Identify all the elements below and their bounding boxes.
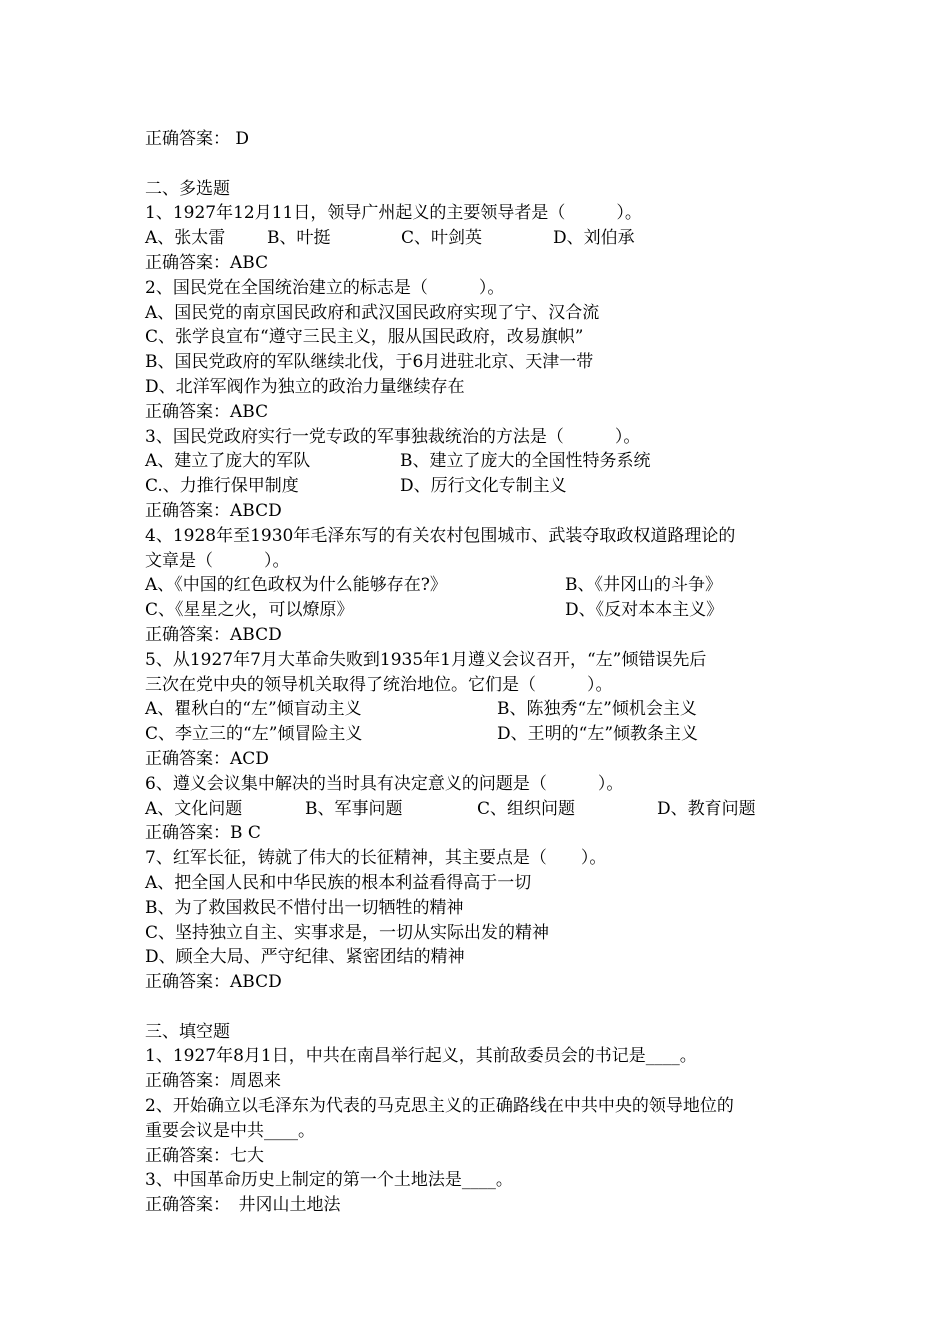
option: D、北洋军阀作为独立的政治力量继续存在 — [145, 376, 465, 397]
answer-line: 正确答案：周恩来 — [145, 1071, 281, 1092]
answer-line: 正确答案：七大 — [145, 1145, 264, 1166]
question-stem: 3、国民党政府实行一党专政的军事独裁统治的方法是（ ）。 — [145, 426, 641, 447]
option: C、叶剑英 — [401, 228, 483, 249]
spacer — [145, 995, 825, 1020]
answer-line: 正确答案：ABC — [145, 401, 269, 422]
document-page — [145, 127, 825, 1218]
question-stem: 7、红军长征，铸就了伟大的长征精神，其主要点是（ ）。 — [145, 848, 607, 869]
question-stem: 2、开始确立以毛泽东为代表的马克思主义的正确路线在中共中央的领导地位的 — [145, 1096, 734, 1117]
option: A、把全国人民和中华民族的根本利益看得高于一切 — [145, 872, 532, 893]
answer-line: 正确答案：ABCD — [145, 972, 282, 993]
question-stem: 5、从1927年7月大革命失败到1935年1月遵义会议召开，“左”倾错误先后 — [145, 649, 707, 670]
options-row — [145, 226, 825, 251]
option: A、国民党的南京国民政府和武汉国民政府实现了宁、汉合流 — [145, 302, 600, 323]
answer-line: 正确答案：ABCD — [145, 624, 282, 645]
question-stem: 2、国民党在全国统治建立的标志是（ ）。 — [145, 277, 505, 298]
option: D、刘伯承 — [553, 228, 635, 249]
option: C、李立三的“左”倾冒险主义 — [145, 724, 363, 745]
option: C.、力推行保甲制度 — [145, 476, 299, 497]
section-heading: 二、多选题 — [145, 178, 230, 199]
option: C、张学良宣布“遵守三民主义，服从国民政府，改易旗帜” — [145, 327, 584, 348]
option: C、《星星之火，可以燎原》 — [145, 600, 354, 621]
option: B、军事问题 — [305, 798, 403, 819]
option: D、王明的“左”倾教条主义 — [497, 724, 699, 745]
option: B、叶挺 — [267, 228, 331, 249]
options-row — [145, 449, 825, 474]
option: B、《井冈山的斗争》 — [565, 575, 722, 596]
question-stem: 6、遵义会议集中解决的当时具有决定意义的问题是（ ）。 — [145, 773, 624, 794]
option: A、建立了庞大的军队 — [145, 451, 311, 472]
options-row — [145, 598, 825, 623]
options-row — [145, 573, 825, 598]
options-row — [145, 697, 825, 722]
answer-line: 正确答案：ACD — [145, 748, 269, 769]
option: A、瞿秋白的“左”倾盲动主义 — [145, 699, 362, 720]
answer-line: 正确答案：ABC — [145, 252, 269, 273]
question-stem-continued: 重要会议是中共____。 — [145, 1120, 315, 1141]
answer-line: 正确答案：ABCD — [145, 500, 282, 521]
answer-line: 正确答案： D — [145, 129, 250, 149]
option: D、厉行文化专制主义 — [400, 476, 567, 497]
option: B、为了救国救民不惜付出一切牺牲的精神 — [145, 897, 464, 918]
question-stem: 1、1927年12月11日，领导广州起义的主要领导者是（ ）。 — [145, 203, 642, 224]
question-stem: 3、中国革命历史上制定的第一个土地法是____。 — [145, 1170, 513, 1191]
spacer — [145, 152, 825, 177]
question-stem: 4、1928年至1930年毛泽东写的有关农村包围城市、武装夺取政权道路理论的 — [145, 525, 736, 546]
option: B、陈独秀“左”倾机会主义 — [497, 699, 697, 720]
option: A、文化问题 — [145, 798, 243, 819]
options-row — [145, 474, 825, 499]
section-heading: 三、填空题 — [145, 1021, 230, 1042]
option: D、《反对本本主义》 — [565, 600, 724, 621]
option: A、《中国的红色政权为什么能够存在?》 — [145, 575, 447, 596]
option: C、坚持独立自主、实事求是，一切从实际出发的精神 — [145, 922, 550, 943]
option: B、国民党政府的军队继续北伐，于6月进驻北京、天津一带 — [145, 352, 594, 373]
option: A、张太雷 — [145, 228, 226, 249]
question-stem: 1、1927年8月1日，中共在南昌举行起义，其前敌委员会的书记是____。 — [145, 1046, 697, 1067]
question-stem-continued: 三次在党中央的领导机关取得了统治地位。它们是（ ）。 — [145, 674, 613, 695]
answer-line: 正确答案： 井冈山土地法 — [145, 1195, 341, 1216]
option: B、建立了庞大的全国性特务系统 — [400, 451, 651, 472]
question-stem-continued: 文章是（ ）。 — [145, 550, 290, 571]
answer-line: 正确答案：B C — [145, 823, 261, 844]
option: D、教育问题 — [657, 798, 756, 819]
option: C、组织问题 — [477, 798, 576, 819]
options-row — [145, 797, 825, 822]
options-row — [145, 722, 825, 747]
option: D、顾全大局、严守纪律、紧密团结的精神 — [145, 947, 465, 968]
